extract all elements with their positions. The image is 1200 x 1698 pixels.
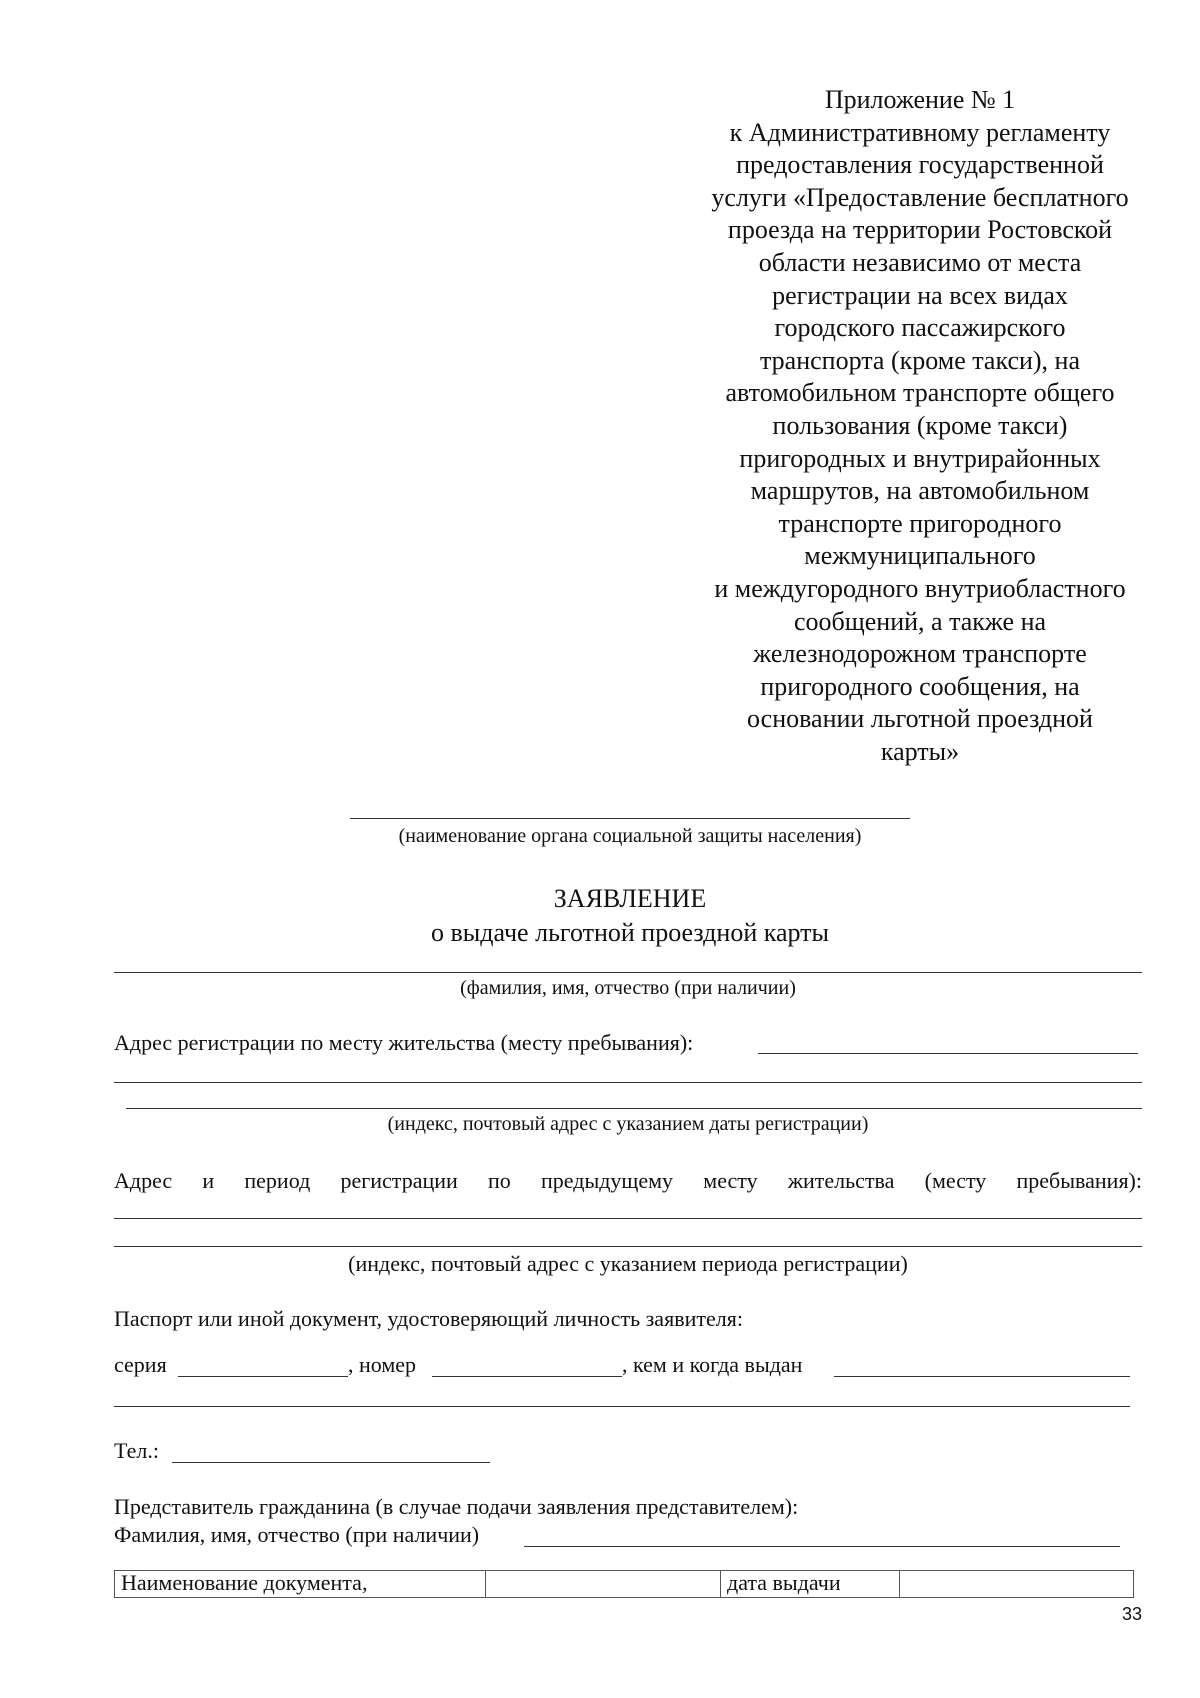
- table-cell-issue-date-value[interactable]: [900, 1571, 1134, 1598]
- passport-line-2[interactable]: [114, 1406, 1130, 1407]
- appendix-line: и междугородного внутриобластного: [714, 573, 1126, 603]
- appendix-line: автомобильном транспорте общего: [725, 378, 1115, 408]
- representative-fio-label: Фамилия, имя, отчество (при наличии): [114, 1522, 480, 1547]
- fio-line[interactable]: [114, 972, 1142, 973]
- number-label: , номер: [348, 1352, 417, 1377]
- appendix-header: [690, 84, 1150, 768]
- appendix-line: сообщений, а также на: [793, 606, 1047, 636]
- appendix-line: транспорте пригородного: [778, 508, 1062, 538]
- previous-address-word: регистрации: [340, 1168, 458, 1193]
- appendix-line: области независимо от места: [758, 247, 1082, 277]
- previous-address-word: и: [202, 1168, 215, 1193]
- page-number: 33: [1122, 1604, 1143, 1624]
- previous-address-word: (месту: [924, 1168, 987, 1193]
- appendix-line: предоставления государственной: [736, 150, 1104, 180]
- representative-fio-blank[interactable]: [524, 1546, 1120, 1547]
- table-cell-document-name-value[interactable]: [486, 1571, 721, 1598]
- phone-label: Тел.:: [114, 1438, 159, 1463]
- appendix-line: основании льготной проездной: [747, 704, 1093, 734]
- previous-address-line-2[interactable]: [114, 1246, 1142, 1247]
- authority-caption: (наименование органа социальной защиты населения): [398, 825, 862, 847]
- appendix-line: карты»: [880, 736, 960, 766]
- previous-address-caption: (индекс, почтовый адрес с указанием периода регистрации): [348, 1251, 908, 1276]
- appendix-line: Приложение № 1: [824, 85, 1016, 114]
- document-table: [114, 1570, 1134, 1598]
- appendix-line: пригородного сообщения, на: [760, 671, 1080, 701]
- authority-name-line[interactable]: [350, 818, 910, 819]
- fio-caption: (фамилия, имя, отчество (при наличии): [460, 977, 796, 999]
- issued-label: , кем и когда выдан: [622, 1352, 803, 1377]
- previous-address-word: жительства: [787, 1168, 895, 1193]
- registration-address-line-3[interactable]: [126, 1108, 1142, 1109]
- number-blank[interactable]: [432, 1376, 622, 1377]
- registration-address-caption: (индекс, почтовый адрес с указанием даты регистрации): [387, 1113, 869, 1135]
- appendix-line: маршрутов, на автомобильном: [750, 476, 1090, 506]
- registration-address-line-2[interactable]: [114, 1082, 1142, 1083]
- previous-address-word: месту: [703, 1168, 758, 1193]
- previous-address-word: Адрес: [114, 1168, 173, 1193]
- appendix-line: услуги «Предоставление бесплатного: [711, 182, 1129, 212]
- previous-address-word: период: [244, 1168, 311, 1193]
- issued-blank[interactable]: [834, 1376, 1130, 1377]
- previous-address-word: пребывания):: [1016, 1168, 1142, 1193]
- series-blank[interactable]: [178, 1376, 348, 1377]
- appendix-line: пользования (кроме такси): [772, 410, 1068, 440]
- previous-address-label: [114, 1168, 1142, 1194]
- statement-subtitle: о выдаче льготной проездной карты: [431, 918, 829, 947]
- appendix-line: транспорта (кроме такси), на: [759, 345, 1081, 375]
- appendix-line: регистрации на всех видах: [772, 280, 1068, 310]
- previous-address-line-1[interactable]: [114, 1218, 1142, 1219]
- table-row: [115, 1571, 1134, 1598]
- appendix-line: городского пассажирского: [774, 313, 1066, 343]
- table-cell-document-name-label: Наименование документа,: [115, 1571, 486, 1598]
- phone-blank[interactable]: [172, 1462, 490, 1463]
- appendix-line: железнодорожном транспорте: [753, 639, 1087, 669]
- appendix-line: межмуниципального: [804, 541, 1036, 571]
- representative-label: Представитель гражданина (в случае подачи заявления представителем):: [114, 1494, 799, 1519]
- passport-label: Паспорт или иной документ, удостоверяющий личность заявителя:: [114, 1306, 743, 1331]
- registration-address-blank[interactable]: [758, 1053, 1138, 1054]
- statement-title: ЗАЯВЛЕНИЕ: [553, 884, 707, 913]
- registration-address-label: Адрес регистрации по месту жительства (месту пребывания):: [114, 1030, 694, 1055]
- previous-address-word: предыдущему: [541, 1168, 674, 1193]
- previous-address-word: по: [488, 1168, 511, 1193]
- appendix-line: пригородных и внутрирайонных: [739, 443, 1101, 473]
- table-cell-issue-date-label: дата выдачи: [721, 1571, 900, 1598]
- appendix-line: к Административному регламенту: [729, 117, 1111, 147]
- appendix-line: проезда на территории Ростовской: [727, 215, 1113, 245]
- series-label: серия: [114, 1352, 167, 1377]
